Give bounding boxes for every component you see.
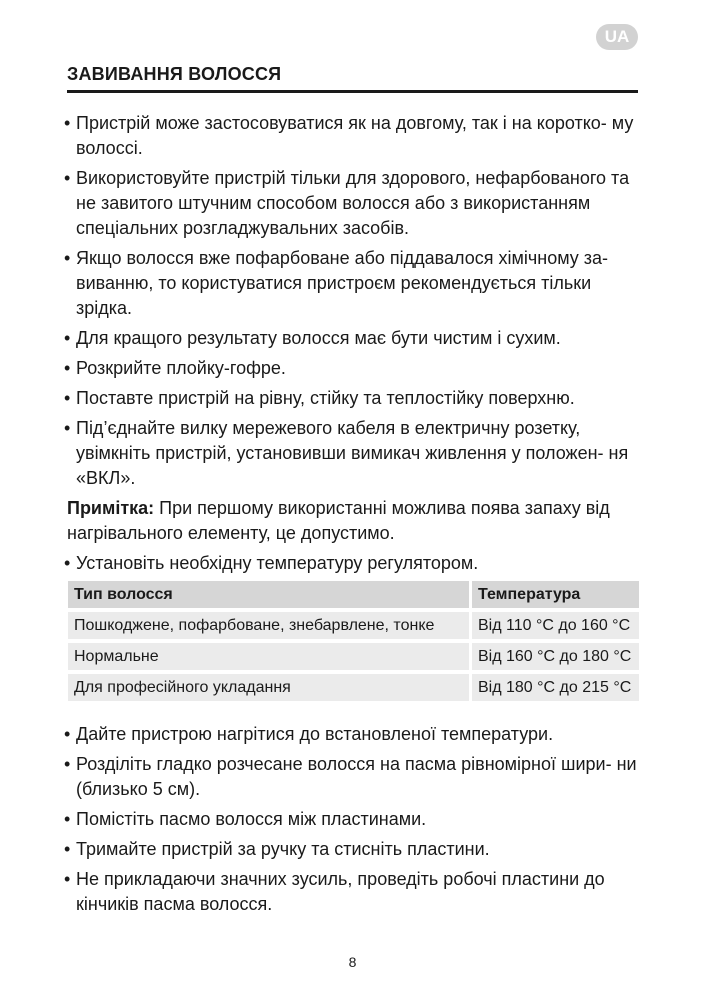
list-item: • Розкрийте плойку-гофре. bbox=[64, 356, 642, 381]
list-item: • Дайте пристрою нагрітися до встановленої температури. bbox=[64, 722, 642, 747]
list-item: • Розділіть гладко розчесане волосся на пасма рівномірної шири- ни (близько 5 см). bbox=[64, 752, 642, 802]
list-item: • Якщо волосся вже пофарбоване або піддавалося хімічному за- виванню, то користуватися пристроєм рекомендується тільки зрідка. bbox=[64, 246, 642, 321]
column-header-hair-type: Тип волосся bbox=[68, 581, 471, 610]
column-header-temperature: Температура bbox=[471, 581, 640, 610]
list-item: • Пристрій може застосовуватися як на довгому, так і на коротко- му волоссі. bbox=[64, 111, 642, 161]
bullet-list-top bbox=[64, 111, 642, 491]
table-row bbox=[68, 672, 639, 701]
list-item: • Помістіть пасмо волосся між пластинами. bbox=[64, 807, 642, 832]
table-cell: Від 160 °С до 180 °С bbox=[471, 641, 640, 672]
list-item: • Поставте пристрій на рівну, стійку та теплостійку поверхню. bbox=[64, 386, 642, 411]
note-label: Примітка: bbox=[67, 498, 155, 518]
instructions-bottom bbox=[64, 722, 642, 922]
table-header-row bbox=[68, 581, 639, 610]
bullet-list-bottom bbox=[64, 722, 642, 917]
note bbox=[67, 496, 642, 546]
table-cell: Від 180 °С до 215 °С bbox=[471, 672, 640, 701]
table-cell: Пошкоджене, пофарбоване, знебарвлене, тонке bbox=[68, 610, 471, 641]
list-item: • Під’єднайте вилку мережевого кабеля в електричну розетку, увімкніть пристрій, установивши вимикач живлення у положен- ня «ВКЛ». bbox=[64, 416, 642, 491]
temperature-table bbox=[68, 581, 639, 701]
table-cell: Нормальне bbox=[68, 641, 471, 672]
list-item: • Використовуйте пристрій тільки для здорового, нефарбованого та не завитого штучним способом волосся або з використанням спеціальних розгладжувальних засобів. bbox=[64, 166, 642, 241]
list-item: • Не прикладаючи значних зусиль, проведіть робочі пластини до кінчиків пасма волосся. bbox=[64, 867, 642, 917]
instructions-top bbox=[64, 111, 642, 581]
bullet-list-middle bbox=[64, 551, 642, 576]
table-row bbox=[68, 610, 639, 641]
list-item: • Установіть необхідну температуру регулятором. bbox=[64, 551, 642, 576]
section-title: ЗАВИВАННЯ ВОЛОССЯ bbox=[67, 64, 638, 93]
table-cell: Для професійного укладання bbox=[68, 672, 471, 701]
page-number: 8 bbox=[348, 954, 357, 970]
list-item: • Тримайте пристрій за ручку та стисніть пластини. bbox=[64, 837, 642, 862]
list-item: • Для кращого результату волосся має бути чистим і сухим. bbox=[64, 326, 642, 351]
table-row bbox=[68, 641, 639, 672]
note-text: При першому використанні можлива поява запаху від нагрівального елементу, це допустимо. bbox=[67, 498, 610, 543]
table-cell: Від 110 °С до 160 °С bbox=[471, 610, 640, 641]
language-badge: UA bbox=[596, 24, 638, 50]
